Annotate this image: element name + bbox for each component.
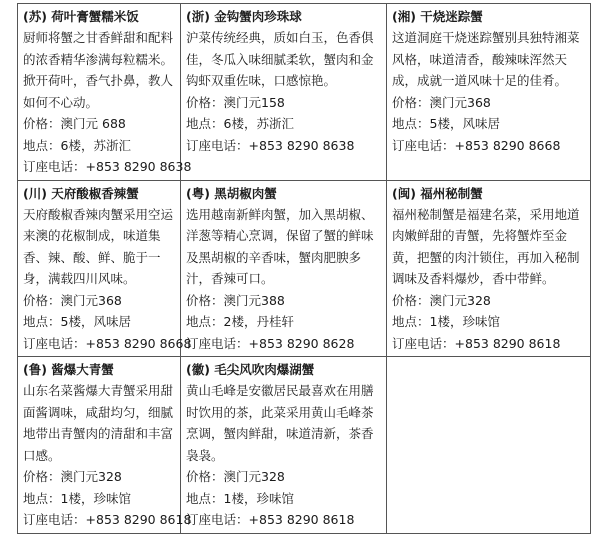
dish-title: (湘) 干烧迷踪蟹 [392,9,483,24]
location-label: 地点： [186,314,224,329]
location-value: 1楼，珍味馆 [429,314,500,329]
price-label: 价格： [186,469,224,484]
phone-label: 订座电话： [392,137,455,153]
table-row [18,180,591,357]
dish-price [186,92,382,114]
dish-cell-hui [181,357,387,534]
dish-price [186,290,382,312]
dish-description: 山东名菜酱爆大青蟹采用甜面酱调味，咸甜均匀，细腻地带出青蟹肉的清甜和丰富口感。 [23,383,174,463]
dish-title: (浙) 金钩蟹肉珍珠球 [186,9,302,24]
dish-price [23,113,176,135]
dish-description: 天府酸椒香辣肉蟹采用空运来澳的花椒制成，味道集香、辣、酸、鲜、脆于一身，满载四川风味。 [23,206,174,286]
dish-description: 福州秘制蟹是福建名菜，采用地道肉嫩鲜甜的青蟹，先将蟹炸至金黄，把蟹的肉汁锁住，再加入秘制调味及香料爆炒，香中带鲜。 [392,206,580,286]
location-label: 地点： [23,490,61,506]
phone-value: +853 8290 8638 [85,159,192,174]
phone-value: +853 8290 8668 [454,137,561,153]
phone-value: +853 8290 8618 [85,512,192,527]
phone-label: 订座电话： [23,335,86,351]
dish-location [186,488,382,510]
phone-label: 订座电话： [186,512,249,527]
dish-cell-su [18,4,192,181]
dish-location [23,135,176,157]
dish-location [186,113,382,135]
dish-phone [23,333,192,355]
phone-value: +853 8290 8618 [248,512,355,527]
dish-location [392,311,586,333]
dish-cell-yue [181,180,387,357]
location-label: 地点： [392,314,430,329]
price-value: 澳门元 688 [60,116,126,131]
price-value: 澳门元158 [223,94,285,110]
dish-price [23,290,176,312]
dish-description: 选用越南新鲜肉蟹，加入黑胡椒、洋葱等精心烹调，保留了蟹的鲜味及黑胡椒的辛香味，蟹肉肥腴多汁，香辣可口。 [186,206,374,286]
dish-title: (川) 天府酸椒香辣蟹 [23,185,139,201]
price-label: 价格： [186,292,224,308]
dish-title: (鲁) 酱爆大青蟹 [23,362,114,377]
dish-title: (徽) 毛尖风吹肉爆湖蟹 [186,362,315,377]
phone-value: +853 8290 8638 [248,137,355,153]
dish-location [186,311,382,333]
dish-cell-min [387,180,591,357]
dish-cell-zhe [181,4,387,181]
dish-price [392,290,586,312]
dish-description: 沪菜传统经典，质如白玉，色香俱佳，冬瓜入味细腻柔软，蟹肉和金钩虾双重佐味，口感惊艳。 [186,30,374,88]
location-value: 1楼，珍味馆 [60,490,131,506]
price-value: 澳门元368 [60,292,122,308]
price-label: 价格： [392,292,430,308]
dish-location [392,113,586,135]
dish-phone [186,509,382,531]
phone-value: +853 8290 8628 [248,335,355,351]
dish-phone [23,156,192,178]
price-label: 价格： [392,94,430,110]
dish-phone [186,135,382,157]
location-label: 地点： [186,490,224,506]
price-label: 价格： [186,94,224,110]
dish-description: 厨师将蟹之甘香鲜甜和配料的浓香精华渗满每粒糯米。掀开荷叶，香气扑鼻，教人如何不心动。 [23,30,174,110]
dish-title: (苏) 荷叶膏蟹糯米饭 [23,9,139,24]
table-row [18,357,591,534]
location-label: 地点： [392,116,430,131]
price-value: 澳门元328 [223,469,285,484]
location-label: 地点： [186,116,224,131]
table-row [18,4,591,181]
dish-location [23,488,176,510]
phone-label: 订座电话： [186,335,249,351]
price-value: 澳门元328 [60,469,122,484]
dish-title: (闽) 福州秘制蟹 [392,185,483,201]
dish-price [392,92,586,114]
phone-value: +853 8290 8668 [85,335,192,351]
dish-phone [392,135,586,157]
location-value: 6楼，苏浙汇 [223,116,294,131]
dish-phone [392,333,586,355]
dish-cell-lu [18,357,192,534]
location-value: 6楼，苏浙汇 [60,137,131,153]
location-value: 1楼，珍味馆 [223,490,294,506]
dish-description: 这道洞庭干烧迷踪蟹别具独特湘菜风格，味道清香，酸辣味浑然天成，成就一道风味十足的佳肴。 [392,30,580,88]
menu-table [17,3,591,534]
dish-phone [23,509,192,531]
price-value: 澳门元388 [223,292,285,308]
dish-phone [186,333,382,355]
dish-description: 黄山毛峰是安徽居民最喜欢在用膳时饮用的茶，此菜采用黄山毛峰茶烹调，蟹肉鲜甜，味道清新，茶香袅袅。 [186,383,374,463]
price-label: 价格： [23,292,61,308]
phone-label: 订座电话： [392,335,455,351]
dish-location [23,311,176,333]
phone-value: +853 8290 8618 [454,335,561,351]
dish-price [186,466,382,488]
price-label: 价格： [23,469,61,484]
location-value: 5楼，风味居 [429,116,500,131]
location-label: 地点： [23,137,61,153]
phone-label: 订座电话： [23,159,86,174]
dish-cell-chuan [18,180,192,357]
location-label: 地点： [23,314,61,329]
phone-label: 订座电话： [23,512,86,527]
price-label: 价格： [23,116,61,131]
location-value: 5楼，风味居 [60,314,131,329]
empty-cell [387,357,591,534]
price-value: 澳门元368 [429,94,491,110]
dish-title: (粤) 黑胡椒肉蟹 [186,185,277,201]
location-value: 2楼，丹桂轩 [223,314,294,329]
price-value: 澳门元328 [429,292,491,308]
dish-cell-xiang [387,4,591,181]
phone-label: 订座电话： [186,137,249,153]
dish-price [23,466,176,488]
